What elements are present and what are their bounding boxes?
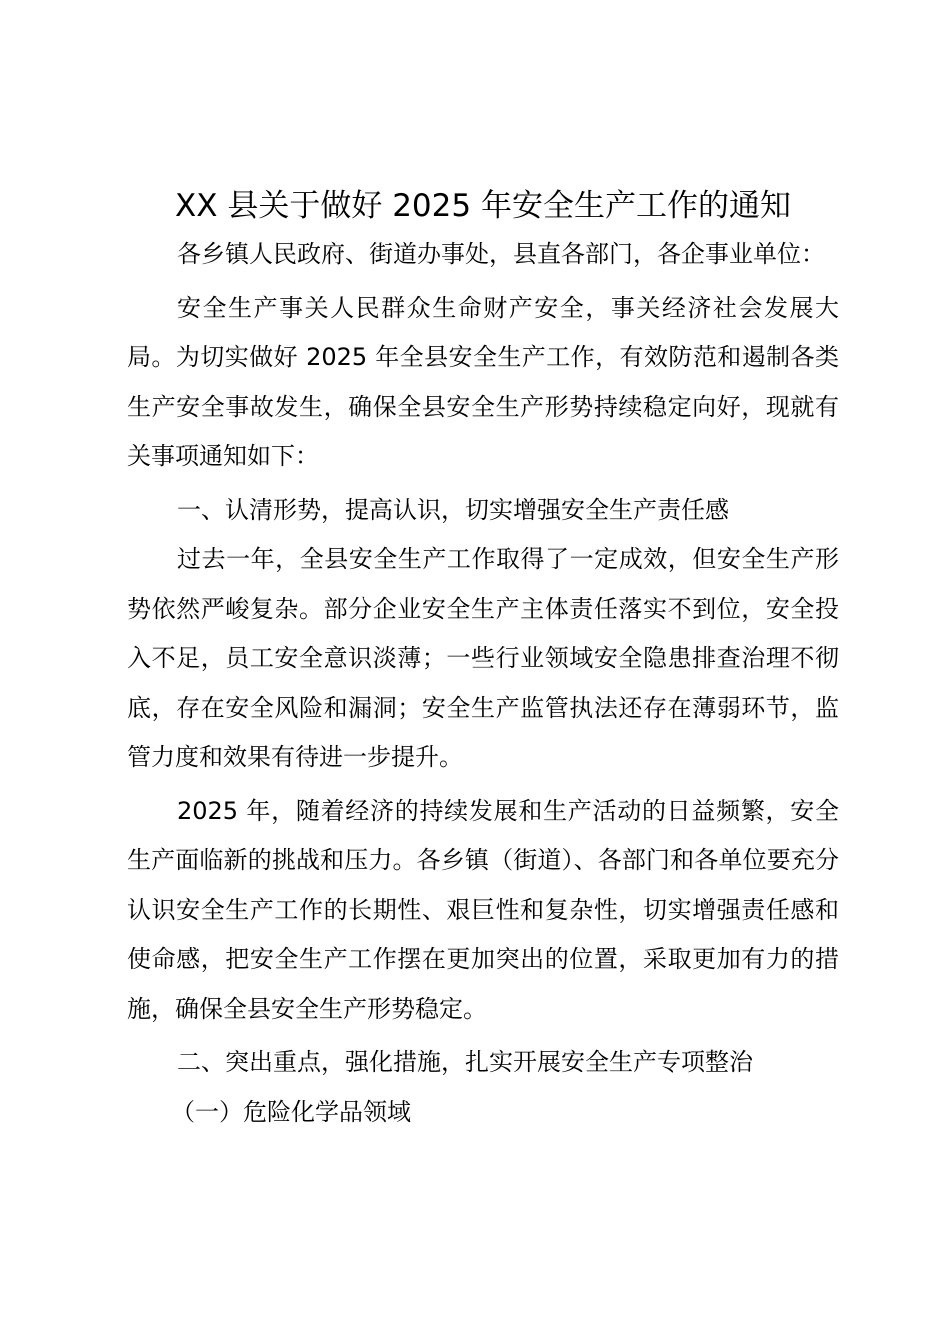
document-title: XX 县关于做好 2025 年安全生产工作的通知 — [175, 188, 791, 224]
section-1-heading: 一、认清形势，提高认识，切实增强安全生产责任感 — [177, 495, 729, 524]
section-1-paragraph-2: 2025 年，随着经济的持续发展和生产活动的日益频繁，安全生产面临新的挑战和压力。各乡镇（街道）、各部门和各单位要充分认识安全生产工作的长期性、艰巨性和复杂性，切实增强责任感和使命感，把安全生产工作摆在更加突出的位置，采取更加有力的措施，确保全县安全生产形势稳定。 — [127, 796, 839, 1023]
section-2-heading: 二、突出重点，强化措施，扎实开展安全生产专项整治 — [177, 1048, 753, 1076]
section-1-paragraph-1: 过去一年，全县安全生产工作取得了一定成效，但安全生产形势依然严峻复杂。部分企业安全生产主体责任落实不到位，安全投入不足，员工安全意识淡薄；一些行业领域安全隐患排查治理不彻底，存在安全风险和漏洞；安全生产监管执法还存在薄弱环节，监管力度和效果有待进一步提升。 — [127, 545, 839, 771]
document-page — [127, 182, 839, 1137]
intro-paragraph: 安全生产事关人民群众生命财产安全，事关经济社会发展大局。为切实做好 2025 年全县安全生产工作，有效防范和遏制各类生产安全事故发生，确保全县安全生产形势持续稳定向好，现就有关事项通知如下： — [127, 293, 839, 470]
salutation-paragraph: 各乡镇人民政府、街道办事处，县直各部门，各企事业单位： — [177, 240, 825, 268]
section-2-subheading-1: （一）危险化学品领域 — [171, 1097, 411, 1126]
